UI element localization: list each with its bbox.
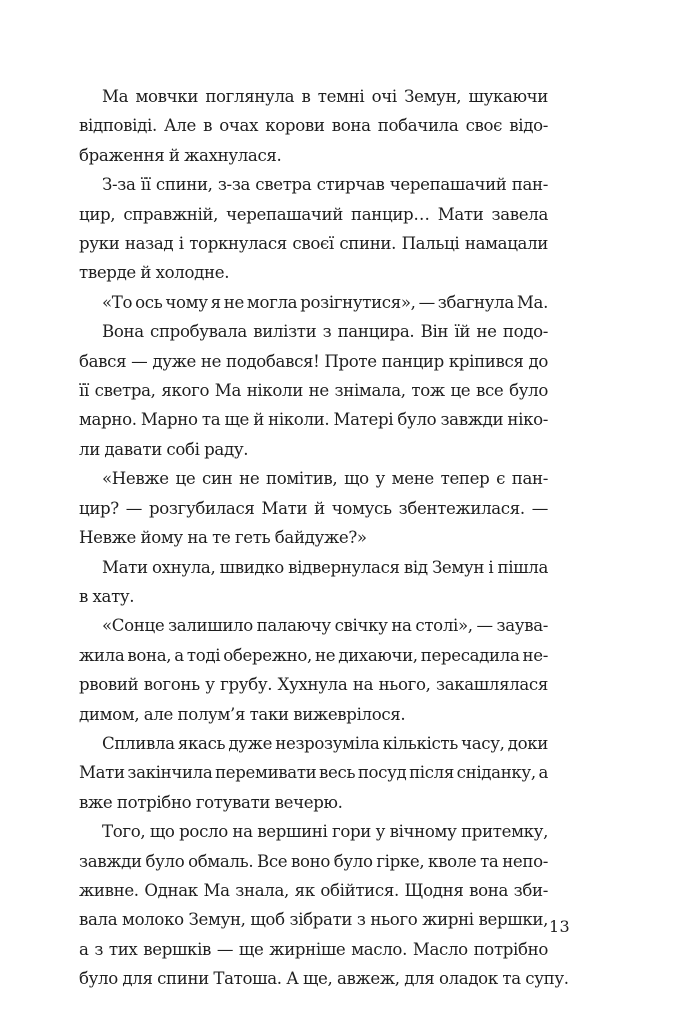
text-line: вже потрібно готувати вечерю. — [79, 792, 343, 812]
page-number: 13 — [549, 917, 570, 936]
text-line: завжди було обмаль. Все воно було гірке, кволе та непо- — [79, 851, 548, 871]
text-line: в хату. — [79, 586, 135, 606]
text-line: Мати закінчила перемивати весь посуд після сніданку, а — [79, 763, 548, 783]
text-line: відповіді. Але в очах корови вона побачила своє відо- — [79, 116, 548, 136]
text-line: браження й жахнулася. — [79, 145, 282, 165]
paragraph-2 — [79, 170, 571, 288]
text-line: Невже йому на те геть байдуже?» — [79, 528, 367, 548]
text-line: живне. Однак Ма знала, як обійтися. Щодня вона зби- — [79, 880, 548, 900]
text-line: Вона спробувала вилізти з панцира. Він їй не подо- — [102, 322, 548, 342]
paragraph-6 — [79, 553, 571, 612]
paragraph-9 — [79, 817, 571, 993]
body-text — [79, 82, 571, 994]
text-line: ли давати собі раду. — [79, 439, 249, 459]
text-line: цир? — розгубилася Мати й чомусь збентежилася. — — [79, 498, 548, 518]
paragraph-5 — [79, 464, 571, 552]
text-line: тверде й холодне. — [79, 263, 230, 283]
text-line: а з тих вершків — ще жирніше масло. Масло потрібно — [79, 939, 548, 959]
text-line: димом, але полум’я таки вижеврілося. — [79, 704, 406, 724]
paragraph-8 — [79, 729, 571, 817]
text-line: «Невже це син не помітив, що у мене тепер є пан- — [102, 469, 548, 489]
paragraph-4 — [79, 317, 571, 464]
text-line: було для спини Татоша. А ще, авжеж, для оладок та супу. — [79, 969, 569, 989]
text-line: Ма мовчки поглянула в темні очі Земун, шукаючи — [102, 87, 548, 106]
text-line: рвовий вогонь у грубу. Хухнула на нього, закашлялася — [79, 675, 548, 695]
text-line: Того, що росло на вершині гори у вічному притемку, — [102, 822, 548, 842]
text-line: Мати охнула, швидко відвернулася від Земун і пішла — [102, 557, 548, 577]
text-line: марно. Марно та ще й ніколи. Матері було завжди ніко- — [79, 410, 548, 430]
text-line: «Сонце залишило палаючу свічку на столі», — заува- — [102, 616, 548, 636]
paragraph-3 — [102, 288, 571, 317]
paragraph-7 — [79, 611, 571, 729]
text-line: З-за її спини, з-за светра стирчав черепашачий пан- — [102, 175, 548, 195]
paragraph-1 — [79, 82, 571, 170]
text-line: Спливла якась дуже незрозуміла кількість часу, доки — [102, 733, 548, 753]
text-line: цир, справжній, черепашачий панцир… Мати завела — [79, 204, 548, 224]
text-line: бався — дуже не подобався! Проте панцир кріпився до — [79, 351, 548, 371]
text-line: «То ось чому я не могла розігнутися», — збагнула Ма. — [102, 292, 548, 312]
text-line: вала молоко Земун, щоб зібрати з нього жирні вершки, — [79, 910, 548, 930]
text-line: її светра, якого Ма ніколи не знімала, тож це все було — [79, 381, 548, 401]
text-line: руки назад і торкнулася своєї спини. Пальці намацали — [79, 234, 548, 254]
text-line: жила вона, а тоді обережно, не дихаючи, пересадила не- — [79, 645, 548, 665]
